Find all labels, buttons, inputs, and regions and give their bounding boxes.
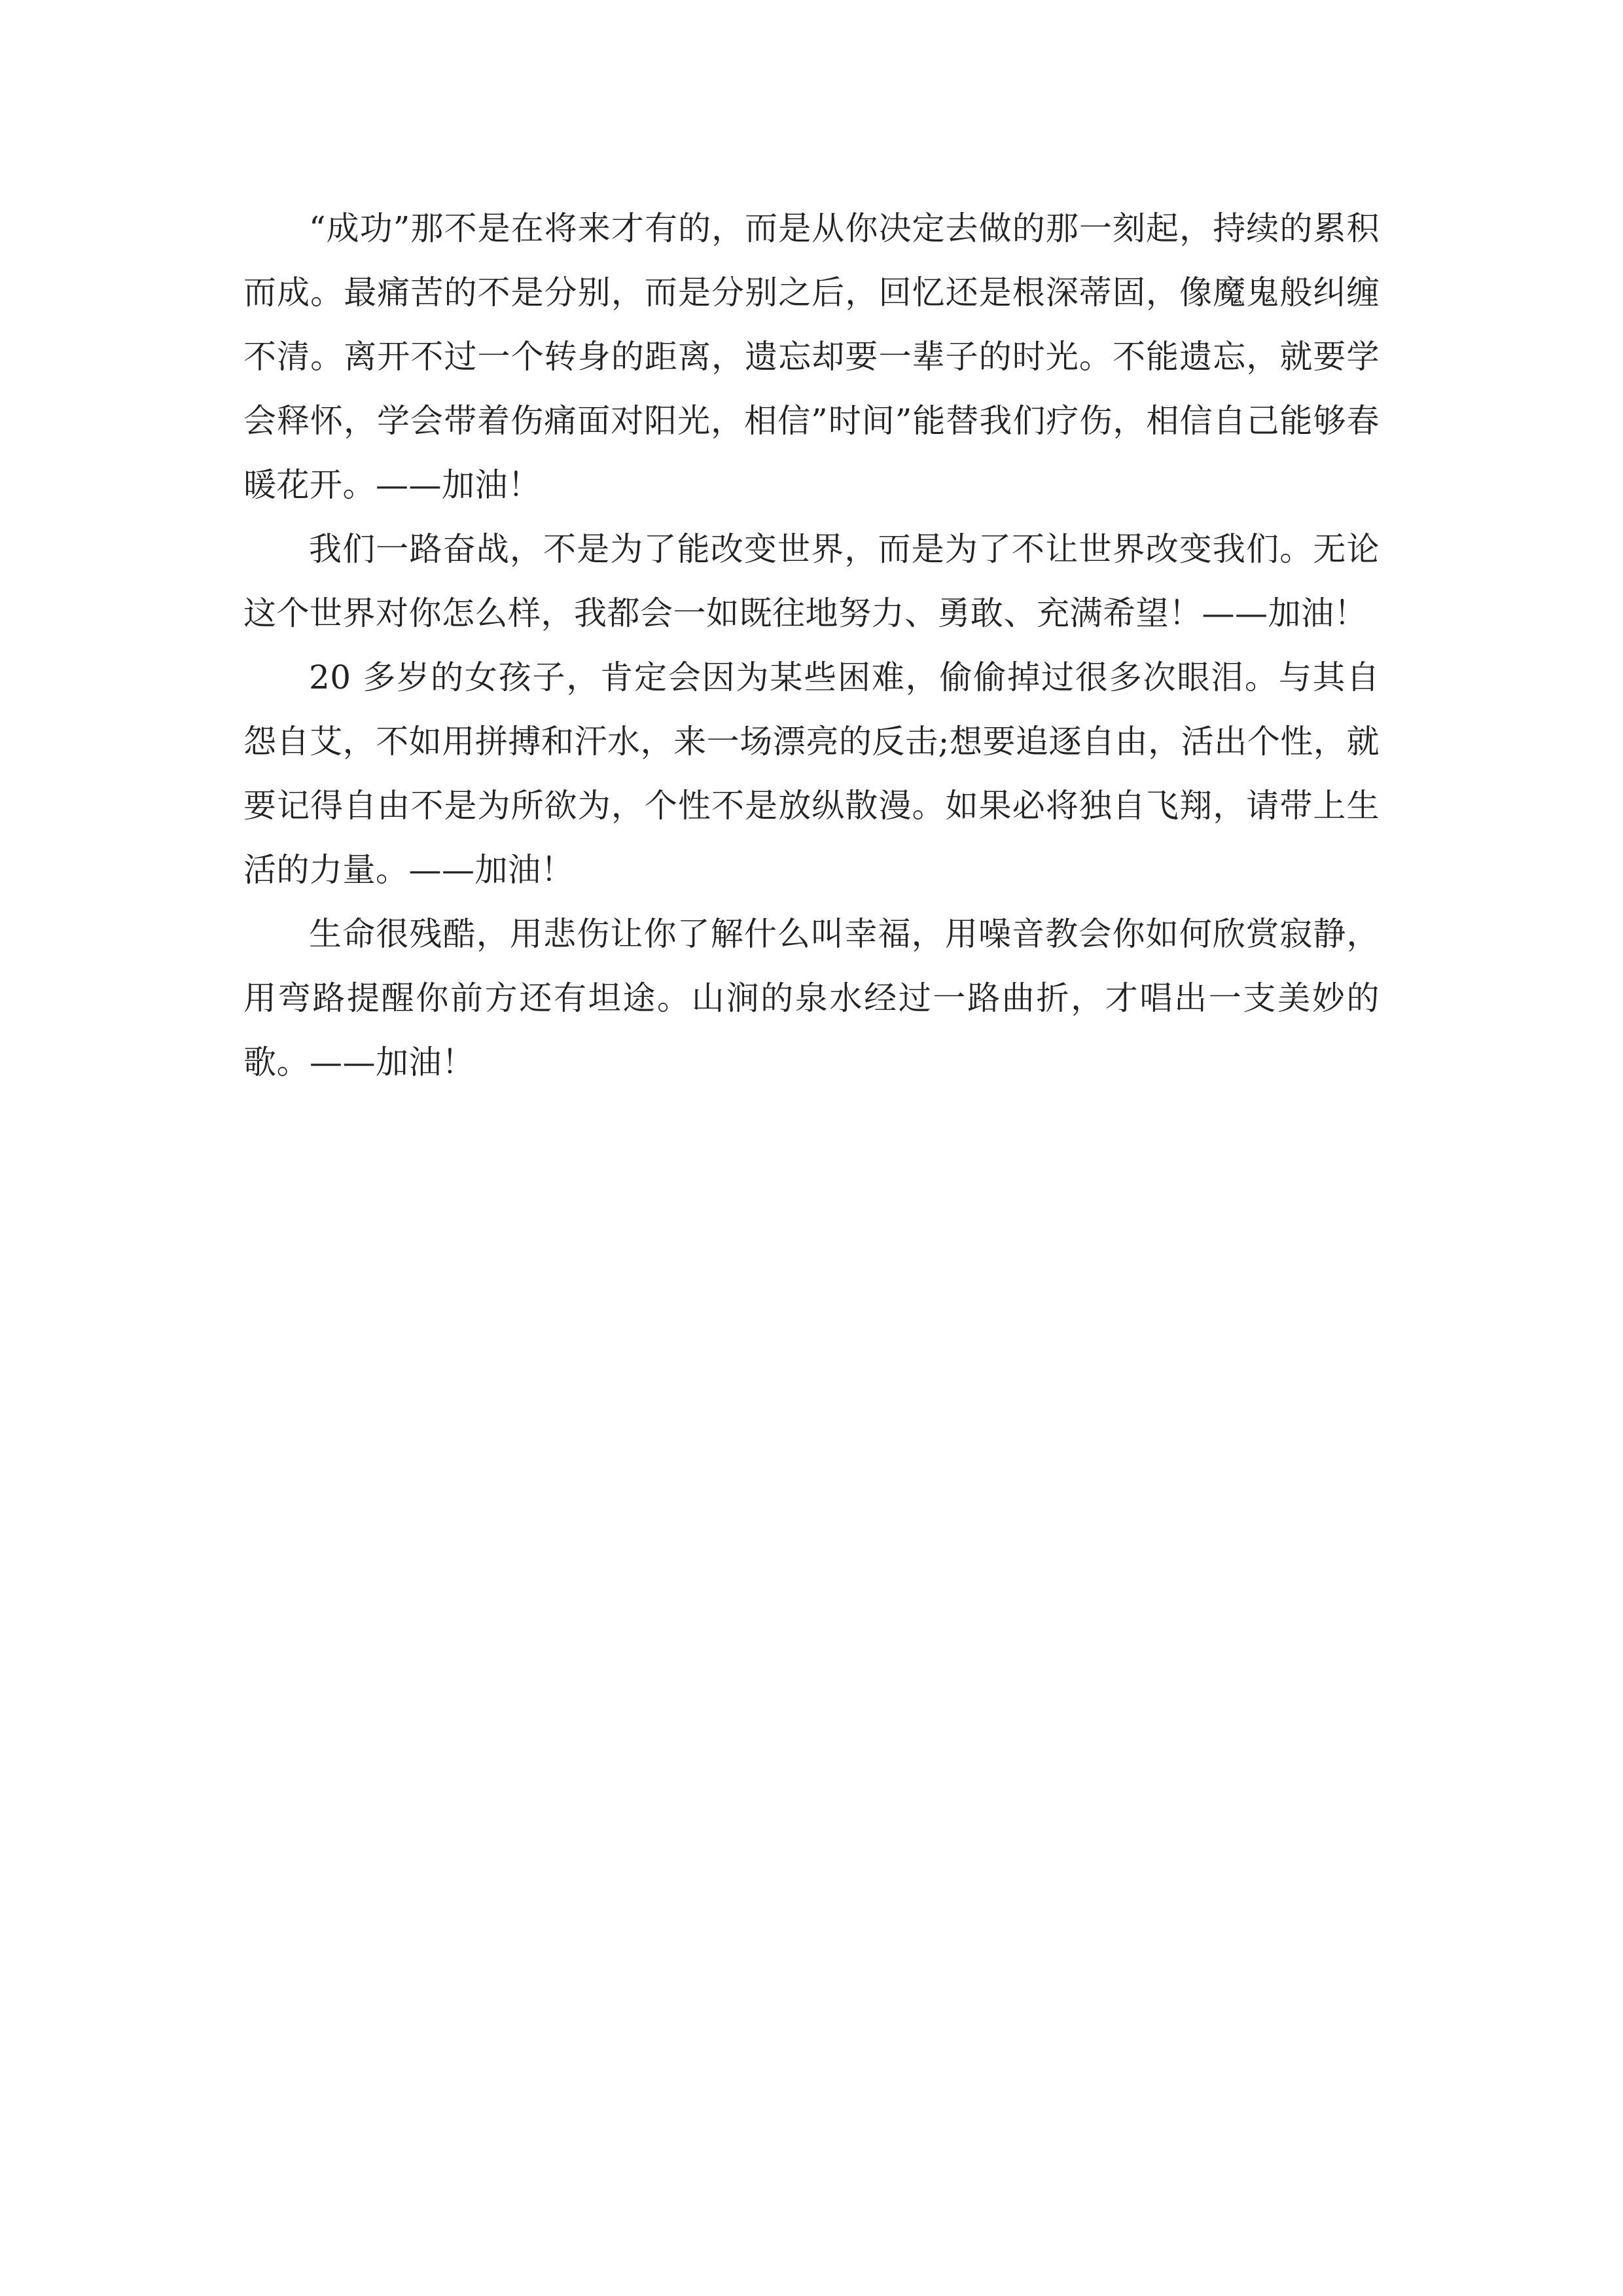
paragraph-life: 生命很残酷，用悲伤让你了解什么叫幸福，用噪音教会你如何欣赏寂静，用弯路提醒你前方还有坦途。山涧的泉水经过一路曲折，才唱出一支美妙的歌。——加油！ bbox=[243, 915, 1380, 1081]
document-body bbox=[243, 196, 1380, 1094]
paragraph-twenties: 20 多岁的女孩子，肯定会因为某些困难，偷偷掉过很多次眼泪。与其自怨自艾，不如用拼搏和汗水，来一场漂亮的反击;想要追逐自由，活出个性，就要记得自由不是为所欲为，个性不是放纵散漫。如果必将独自飞翔，请带上生活的力量。——加油！ bbox=[243, 658, 1380, 889]
paragraph-success: “成功”那不是在将来才有的，而是从你决定去做的那一刻起，持续的累积而成。最痛苦的不是分别，而是分别之后，回忆还是根深蒂固，像魔鬼般纠缠不清。离开不过一个转身的距离，遗忘却要一辈子的时光。不能遗忘，就要学会释怀，学会带着伤痛面对阳光，相信”时间”能替我们疗伤，相信自己能够春暖花开。——加油！ bbox=[243, 209, 1380, 504]
paragraph-fight: 我们一路奋战，不是为了能改变世界，而是为了不让世界改变我们。无论这个世界对你怎么样，我都会一如既往地努力、勇敢、充满希望！——加油！ bbox=[243, 530, 1380, 632]
